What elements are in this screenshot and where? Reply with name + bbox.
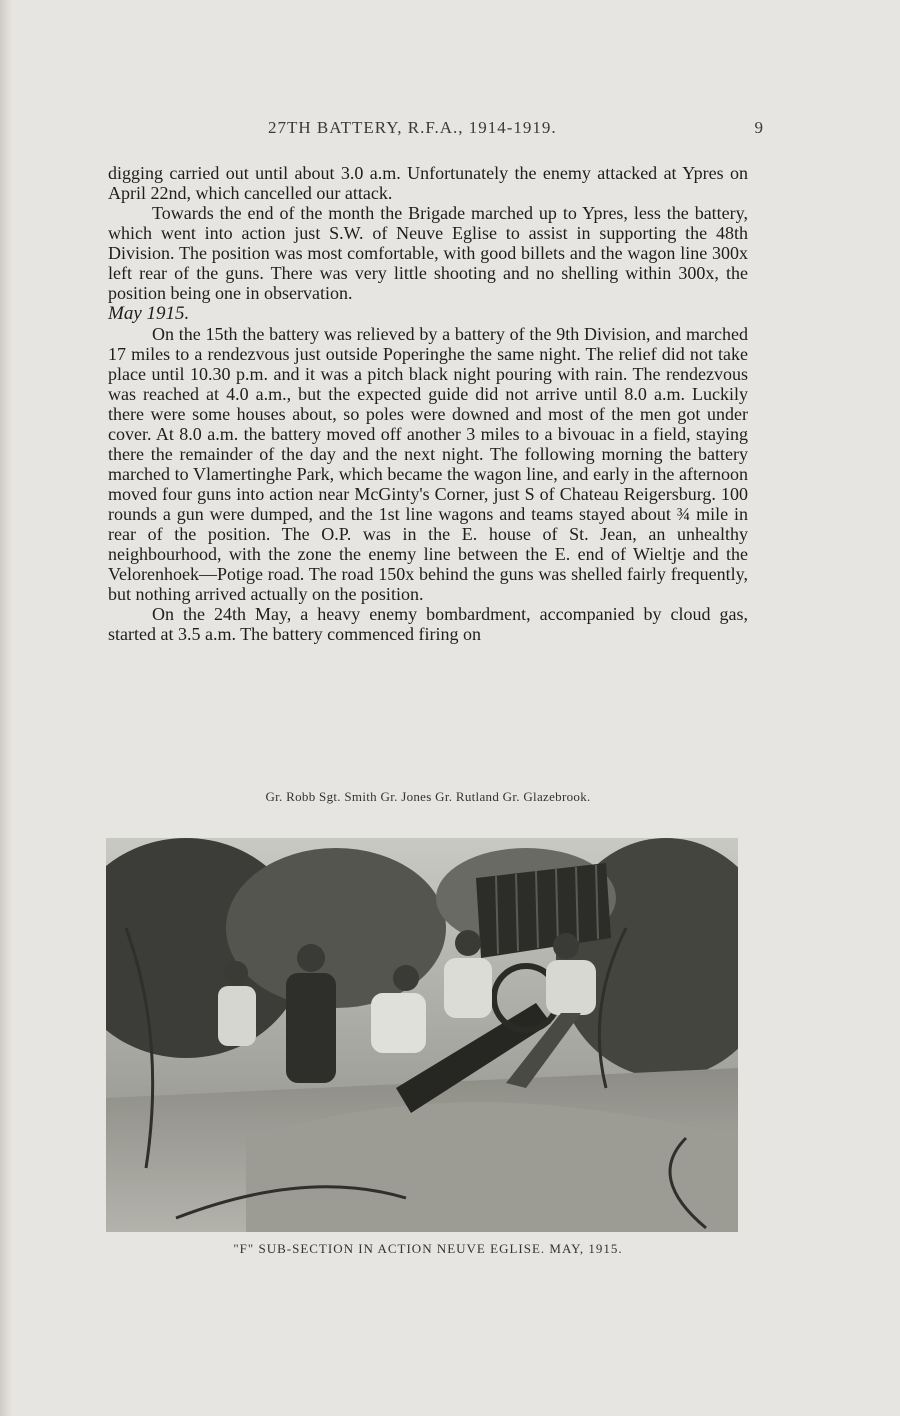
header-title: 27TH BATTERY, R.F.A., 1914-1919. <box>268 118 557 137</box>
month-heading: May 1915. <box>108 303 190 324</box>
photograph <box>106 838 738 1232</box>
running-head <box>0 118 900 142</box>
body-text <box>108 163 748 644</box>
page-edge-shadow <box>0 0 12 1416</box>
paragraph-continuation: digging carried out until about 3.0 a.m. Unfortunately the enemy attacked at Ypres on April 22nd, which cancelled our attack. <box>108 163 748 203</box>
photo-illustration <box>106 838 738 1232</box>
photo-names-caption: Gr. Robb Sgt. Smith Gr. Jones Gr. Rutland Gr. Glazebrook. <box>265 789 591 804</box>
paragraph-may: On the 15th the battery was relieved by a battery of the 9th Division, and marched 17 miles to a rendezvous just outside Poperinghe the same night. The relief did not take place until 10.30 p.m. and it was a pitch black night pouring with rain. The rendezvous was reached at 4.0 a.m., but the expected guide did not arrive until 8.0 a.m. Luckily there were some houses about, so poles were downed and most of the men got under cover. At 8.0 a.m. the battery moved off another 3 miles to a bivouac in a field, staying there the remainder of the day and the next night. The following morning the battery marched to Vlamertinghe Park, which became the wagon line, and early in the afternoon moved four guns into action near McGinty's Corner, just S of Chateau Reigersburg. 100 rounds a gun were dumped, and the 1st line wagons and teams stayed about ¾ mile in rear of the position. The O.P. was in the E. house of St. Jean, an unhealthy neighbourhood, with the zone the enemy line between the E. end of Wieltje and the Velorenhoek—Potige road. The road 150x behind the guns was shelled fairly frequently, but nothing arrived actually on the position. <box>108 324 748 604</box>
photo-title-caption: "F" SUB-SECTION IN ACTION NEUVE EGLISE. MAY, 1915. <box>233 1241 623 1256</box>
page-number: 9 <box>754 118 763 137</box>
paragraph-april: Towards the end of the month the Brigade marched up to Ypres, less the battery, which went into action just S.W. of Neuve Eglise to assist in supporting the 48th Division. The position was most comfortable, with good billets and the wagon line 300x left rear of the guns. There was very little shooting and no shelling within 300x, the position being one in observation. <box>108 203 748 303</box>
paragraph-may-24: On the 24th May, a heavy enemy bombardment, accompanied by cloud gas, started at 3.5 a.m. The battery commenced firing on <box>108 604 748 644</box>
